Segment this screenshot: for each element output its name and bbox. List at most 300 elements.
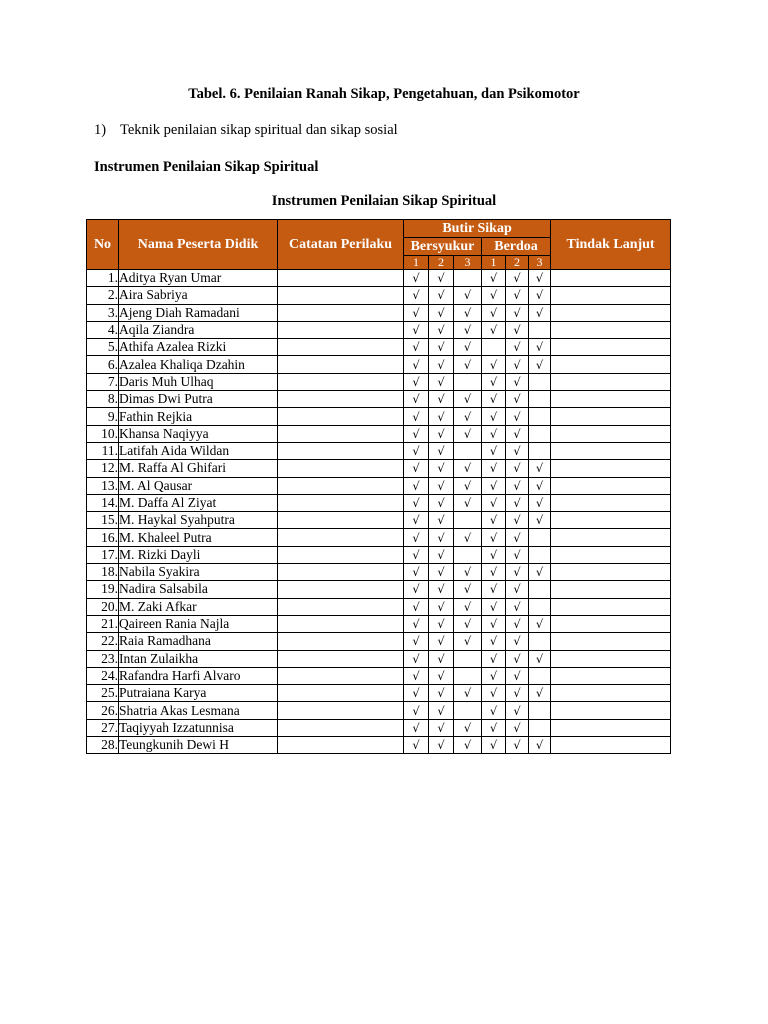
cell-check-mark: √: [482, 270, 506, 287]
cell-check-mark: [454, 512, 482, 529]
cell-check-mark: √: [506, 546, 529, 563]
cell-check-mark: √: [404, 321, 429, 338]
cell-check-mark: √: [454, 633, 482, 650]
table-row: [87, 737, 671, 754]
section-heading: Instrumen Penilaian Sikap Spiritual: [94, 159, 319, 175]
cell-check-mark: [454, 373, 482, 390]
cell-tindak-lanjut: [551, 598, 671, 615]
cell-no: 10.: [87, 425, 119, 442]
cell-check-mark: √: [506, 598, 529, 615]
cell-check-mark: √: [454, 719, 482, 736]
cell-check-mark: √: [429, 425, 454, 442]
cell-check-mark: √: [482, 564, 506, 581]
cell-check-mark: √: [454, 425, 482, 442]
cell-check-mark: √: [429, 564, 454, 581]
cell-check-mark: √: [404, 633, 429, 650]
cell-no: 11.: [87, 442, 119, 459]
cell-tindak-lanjut: [551, 373, 671, 390]
cell-check-mark: √: [482, 598, 506, 615]
table-row: [87, 477, 671, 494]
table-row: [87, 512, 671, 529]
cell-check-mark: √: [506, 339, 529, 356]
cell-tindak-lanjut: [551, 391, 671, 408]
cell-student-name: Ajeng Diah Ramadani: [119, 304, 278, 321]
cell-student-name: Aditya Ryan Umar: [119, 270, 278, 287]
cell-check-mark: √: [429, 615, 454, 632]
header-bersyukur: Bersyukur: [404, 238, 482, 256]
cell-check-mark: √: [454, 356, 482, 373]
cell-check-mark: √: [506, 321, 529, 338]
cell-catatan-perilaku: [278, 287, 404, 304]
cell-check-mark: √: [454, 339, 482, 356]
cell-no: 2.: [87, 287, 119, 304]
cell-check-mark: √: [404, 391, 429, 408]
cell-tindak-lanjut: [551, 581, 671, 598]
cell-check-mark: √: [429, 304, 454, 321]
cell-check-mark: √: [404, 356, 429, 373]
cell-catatan-perilaku: [278, 512, 404, 529]
cell-check-mark: √: [454, 408, 482, 425]
cell-no: 6.: [87, 356, 119, 373]
cell-check-mark: [529, 702, 551, 719]
cell-check-mark: √: [429, 581, 454, 598]
cell-check-mark: √: [429, 598, 454, 615]
cell-no: 28.: [87, 737, 119, 754]
cell-check-mark: [529, 633, 551, 650]
cell-check-mark: √: [506, 460, 529, 477]
cell-check-mark: √: [404, 546, 429, 563]
cell-catatan-perilaku: [278, 702, 404, 719]
cell-check-mark: √: [482, 667, 506, 684]
cell-check-mark: √: [482, 633, 506, 650]
cell-check-mark: √: [429, 270, 454, 287]
cell-check-mark: √: [482, 304, 506, 321]
cell-check-mark: √: [529, 512, 551, 529]
cell-check-mark: √: [506, 391, 529, 408]
header-sub-3: 3: [529, 256, 551, 270]
assessment-table: [86, 219, 671, 754]
cell-no: 18.: [87, 564, 119, 581]
cell-no: 16.: [87, 529, 119, 546]
cell-check-mark: √: [482, 391, 506, 408]
cell-check-mark: √: [429, 391, 454, 408]
cell-check-mark: √: [454, 564, 482, 581]
cell-check-mark: √: [506, 633, 529, 650]
cell-student-name: Fathin Rejkia: [119, 408, 278, 425]
cell-tindak-lanjut: [551, 529, 671, 546]
cell-catatan-perilaku: [278, 321, 404, 338]
cell-check-mark: √: [482, 615, 506, 632]
cell-check-mark: [454, 442, 482, 459]
cell-check-mark: √: [429, 529, 454, 546]
cell-check-mark: √: [506, 287, 529, 304]
cell-check-mark: √: [429, 339, 454, 356]
cell-catatan-perilaku: [278, 356, 404, 373]
cell-check-mark: √: [506, 685, 529, 702]
cell-check-mark: [529, 598, 551, 615]
cell-check-mark: √: [454, 598, 482, 615]
cell-check-mark: √: [454, 460, 482, 477]
cell-check-mark: √: [404, 615, 429, 632]
cell-student-name: Shatria Akas Lesmana: [119, 702, 278, 719]
cell-check-mark: √: [482, 494, 506, 511]
table-header: [87, 220, 671, 270]
cell-check-mark: √: [506, 304, 529, 321]
cell-student-name: Taqiyyah Izzatunnisa: [119, 719, 278, 736]
cell-check-mark: √: [429, 650, 454, 667]
cell-catatan-perilaku: [278, 425, 404, 442]
cell-student-name: Athifa Azalea Rizki: [119, 339, 278, 356]
cell-check-mark: [529, 391, 551, 408]
cell-check-mark: √: [404, 529, 429, 546]
cell-check-mark: √: [454, 529, 482, 546]
cell-check-mark: [529, 546, 551, 563]
cell-no: 22.: [87, 633, 119, 650]
cell-check-mark: √: [529, 270, 551, 287]
cell-catatan-perilaku: [278, 581, 404, 598]
cell-check-mark: √: [429, 373, 454, 390]
cell-student-name: Nadira Salsabila: [119, 581, 278, 598]
cell-check-mark: √: [506, 494, 529, 511]
cell-tindak-lanjut: [551, 564, 671, 581]
cell-check-mark: √: [482, 408, 506, 425]
cell-check-mark: √: [482, 442, 506, 459]
cell-tindak-lanjut: [551, 321, 671, 338]
cell-check-mark: √: [506, 564, 529, 581]
cell-no: 9.: [87, 408, 119, 425]
table-row: [87, 598, 671, 615]
cell-check-mark: √: [482, 321, 506, 338]
table-row: [87, 633, 671, 650]
cell-check-mark: √: [454, 477, 482, 494]
cell-check-mark: √: [529, 477, 551, 494]
cell-check-mark: √: [404, 598, 429, 615]
cell-tindak-lanjut: [551, 546, 671, 563]
header-sub-2: 2: [506, 256, 529, 270]
cell-tindak-lanjut: [551, 702, 671, 719]
cell-student-name: Raia Ramadhana: [119, 633, 278, 650]
header-tindak-lanjut: Tindak Lanjut: [551, 220, 671, 270]
header-no: No: [87, 220, 119, 270]
cell-student-name: M. Al Qausar: [119, 477, 278, 494]
cell-check-mark: [529, 408, 551, 425]
cell-no: 13.: [87, 477, 119, 494]
cell-check-mark: √: [482, 512, 506, 529]
cell-check-mark: √: [429, 702, 454, 719]
cell-student-name: Nabila Syakira: [119, 564, 278, 581]
cell-check-mark: [454, 667, 482, 684]
table-row: [87, 321, 671, 338]
cell-check-mark: √: [404, 667, 429, 684]
table-caption: Instrumen Penilaian Sikap Spiritual: [271, 193, 497, 209]
table-row: [87, 270, 671, 287]
table-body: [87, 270, 671, 754]
cell-catatan-perilaku: [278, 564, 404, 581]
cell-tindak-lanjut: [551, 339, 671, 356]
cell-tindak-lanjut: [551, 685, 671, 702]
cell-check-mark: √: [506, 737, 529, 754]
cell-catatan-perilaku: [278, 685, 404, 702]
cell-check-mark: √: [506, 650, 529, 667]
table-row: [87, 719, 671, 736]
cell-check-mark: √: [529, 737, 551, 754]
list-item-number: 1): [94, 122, 107, 138]
cell-check-mark: √: [506, 425, 529, 442]
cell-no: 25.: [87, 685, 119, 702]
cell-check-mark: √: [506, 581, 529, 598]
cell-check-mark: [529, 425, 551, 442]
cell-catatan-perilaku: [278, 304, 404, 321]
cell-catatan-perilaku: [278, 494, 404, 511]
cell-check-mark: √: [529, 615, 551, 632]
cell-catatan-perilaku: [278, 460, 404, 477]
header-sub-1: 1: [482, 256, 506, 270]
table-row: [87, 442, 671, 459]
cell-no: 8.: [87, 391, 119, 408]
cell-tindak-lanjut: [551, 408, 671, 425]
table-row: [87, 650, 671, 667]
cell-catatan-perilaku: [278, 546, 404, 563]
cell-check-mark: √: [529, 304, 551, 321]
cell-check-mark: √: [404, 512, 429, 529]
cell-check-mark: √: [454, 737, 482, 754]
cell-catatan-perilaku: [278, 615, 404, 632]
cell-check-mark: [529, 321, 551, 338]
cell-no: 19.: [87, 581, 119, 598]
cell-check-mark: √: [404, 494, 429, 511]
cell-tindak-lanjut: [551, 442, 671, 459]
cell-student-name: Aqila Ziandra: [119, 321, 278, 338]
cell-check-mark: √: [404, 270, 429, 287]
cell-student-name: Rafandra Harfi Alvaro: [119, 667, 278, 684]
cell-tindak-lanjut: [551, 460, 671, 477]
cell-no: 17.: [87, 546, 119, 563]
cell-catatan-perilaku: [278, 408, 404, 425]
cell-check-mark: √: [454, 287, 482, 304]
cell-tindak-lanjut: [551, 633, 671, 650]
cell-check-mark: √: [429, 494, 454, 511]
cell-student-name: M. Rizki Dayli: [119, 546, 278, 563]
cell-check-mark: √: [482, 737, 506, 754]
cell-check-mark: √: [482, 650, 506, 667]
list-item-text: Teknik penilaian sikap spiritual dan sikap sosial: [120, 122, 398, 138]
cell-check-mark: [529, 667, 551, 684]
cell-check-mark: √: [482, 477, 506, 494]
cell-student-name: M. Daffa Al Ziyat: [119, 494, 278, 511]
cell-check-mark: √: [454, 321, 482, 338]
cell-no: 21.: [87, 615, 119, 632]
cell-no: 15.: [87, 512, 119, 529]
cell-check-mark: √: [529, 650, 551, 667]
cell-check-mark: √: [404, 304, 429, 321]
table-row: [87, 702, 671, 719]
cell-check-mark: √: [454, 391, 482, 408]
cell-check-mark: √: [429, 512, 454, 529]
cell-check-mark: √: [404, 719, 429, 736]
cell-student-name: Intan Zulaikha: [119, 650, 278, 667]
cell-tindak-lanjut: [551, 737, 671, 754]
cell-check-mark: √: [482, 373, 506, 390]
cell-check-mark: √: [404, 287, 429, 304]
cell-check-mark: √: [404, 373, 429, 390]
cell-check-mark: √: [506, 667, 529, 684]
cell-check-mark: [454, 702, 482, 719]
cell-check-mark: √: [429, 685, 454, 702]
table-row: [87, 581, 671, 598]
cell-tindak-lanjut: [551, 287, 671, 304]
cell-student-name: Dimas Dwi Putra: [119, 391, 278, 408]
cell-check-mark: √: [404, 477, 429, 494]
header-sub-3: 3: [454, 256, 482, 270]
cell-check-mark: √: [454, 581, 482, 598]
cell-check-mark: √: [429, 442, 454, 459]
cell-check-mark: √: [482, 425, 506, 442]
cell-student-name: Latifah Aida Wildan: [119, 442, 278, 459]
cell-student-name: Azalea Khaliqa Dzahin: [119, 356, 278, 373]
cell-check-mark: √: [506, 270, 529, 287]
cell-check-mark: √: [429, 719, 454, 736]
cell-check-mark: √: [529, 685, 551, 702]
cell-catatan-perilaku: [278, 633, 404, 650]
cell-no: 23.: [87, 650, 119, 667]
table-row: [87, 373, 671, 390]
cell-check-mark: [529, 719, 551, 736]
cell-check-mark: √: [506, 477, 529, 494]
cell-catatan-perilaku: [278, 737, 404, 754]
cell-check-mark: √: [429, 321, 454, 338]
cell-check-mark: √: [506, 615, 529, 632]
cell-check-mark: [454, 650, 482, 667]
cell-student-name: Aira Sabriya: [119, 287, 278, 304]
cell-check-mark: √: [529, 494, 551, 511]
cell-check-mark: √: [529, 564, 551, 581]
cell-check-mark: √: [506, 408, 529, 425]
cell-no: 5.: [87, 339, 119, 356]
header-name: Nama Peserta Didik: [119, 220, 278, 270]
table-row: [87, 425, 671, 442]
cell-catatan-perilaku: [278, 477, 404, 494]
cell-tindak-lanjut: [551, 494, 671, 511]
cell-check-mark: √: [404, 442, 429, 459]
header-sub-1: 1: [404, 256, 429, 270]
cell-check-mark: √: [506, 512, 529, 529]
cell-check-mark: √: [429, 633, 454, 650]
cell-student-name: Teungkunih Dewi H: [119, 737, 278, 754]
cell-tindak-lanjut: [551, 270, 671, 287]
cell-check-mark: √: [506, 442, 529, 459]
cell-check-mark: √: [404, 737, 429, 754]
cell-check-mark: √: [404, 408, 429, 425]
cell-check-mark: √: [429, 477, 454, 494]
header-sub-2: 2: [429, 256, 454, 270]
cell-check-mark: √: [404, 685, 429, 702]
cell-no: 20.: [87, 598, 119, 615]
cell-tindak-lanjut: [551, 615, 671, 632]
cell-check-mark: √: [454, 685, 482, 702]
cell-check-mark: √: [482, 529, 506, 546]
cell-check-mark: [454, 546, 482, 563]
table-row: [87, 685, 671, 702]
cell-check-mark: √: [404, 702, 429, 719]
page-title: Tabel. 6. Penilaian Ranah Sikap, Pengetahuan, dan Psikomotor: [188, 86, 580, 102]
list-item-teknik: [94, 122, 398, 139]
cell-student-name: M. Zaki Afkar: [119, 598, 278, 615]
cell-check-mark: √: [529, 460, 551, 477]
table-row: [87, 615, 671, 632]
cell-check-mark: √: [482, 460, 506, 477]
cell-no: 27.: [87, 719, 119, 736]
cell-no: 14.: [87, 494, 119, 511]
cell-catatan-perilaku: [278, 650, 404, 667]
table-row: [87, 529, 671, 546]
cell-check-mark: √: [529, 339, 551, 356]
header-notes: Catatan Perilaku: [278, 220, 404, 270]
cell-check-mark: √: [404, 425, 429, 442]
table-row: [87, 339, 671, 356]
table-row: [87, 287, 671, 304]
cell-student-name: Qaireen Rania Najla: [119, 615, 278, 632]
table-row: [87, 667, 671, 684]
cell-check-mark: √: [482, 287, 506, 304]
cell-tindak-lanjut: [551, 650, 671, 667]
cell-catatan-perilaku: [278, 667, 404, 684]
cell-no: 3.: [87, 304, 119, 321]
cell-check-mark: √: [529, 356, 551, 373]
cell-check-mark: √: [404, 581, 429, 598]
table-row: [87, 391, 671, 408]
cell-tindak-lanjut: [551, 304, 671, 321]
cell-check-mark: [529, 581, 551, 598]
cell-check-mark: √: [482, 581, 506, 598]
cell-no: 24.: [87, 667, 119, 684]
cell-tindak-lanjut: [551, 477, 671, 494]
cell-check-mark: √: [454, 615, 482, 632]
cell-no: 4.: [87, 321, 119, 338]
cell-catatan-perilaku: [278, 339, 404, 356]
cell-no: 1.: [87, 270, 119, 287]
cell-student-name: M. Khaleel Putra: [119, 529, 278, 546]
cell-check-mark: [529, 529, 551, 546]
cell-check-mark: √: [529, 287, 551, 304]
cell-check-mark: √: [482, 356, 506, 373]
cell-check-mark: √: [482, 719, 506, 736]
cell-no: 7.: [87, 373, 119, 390]
cell-student-name: Daris Muh Ulhaq: [119, 373, 278, 390]
cell-tindak-lanjut: [551, 512, 671, 529]
cell-check-mark: √: [429, 287, 454, 304]
cell-catatan-perilaku: [278, 529, 404, 546]
cell-check-mark: [529, 442, 551, 459]
cell-student-name: Khansa Naqiyya: [119, 425, 278, 442]
cell-check-mark: √: [429, 356, 454, 373]
cell-check-mark: √: [482, 702, 506, 719]
cell-check-mark: √: [482, 685, 506, 702]
cell-student-name: M. Haykal Syahputra: [119, 512, 278, 529]
table-row: [87, 564, 671, 581]
cell-check-mark: √: [429, 546, 454, 563]
cell-no: 12.: [87, 460, 119, 477]
cell-check-mark: √: [482, 546, 506, 563]
cell-student-name: Putraiana Karya: [119, 685, 278, 702]
cell-catatan-perilaku: [278, 391, 404, 408]
cell-check-mark: √: [404, 460, 429, 477]
cell-tindak-lanjut: [551, 425, 671, 442]
cell-check-mark: √: [429, 667, 454, 684]
table-row: [87, 460, 671, 477]
header-berdoa: Berdoa: [482, 238, 551, 256]
cell-catatan-perilaku: [278, 598, 404, 615]
cell-no: 26.: [87, 702, 119, 719]
